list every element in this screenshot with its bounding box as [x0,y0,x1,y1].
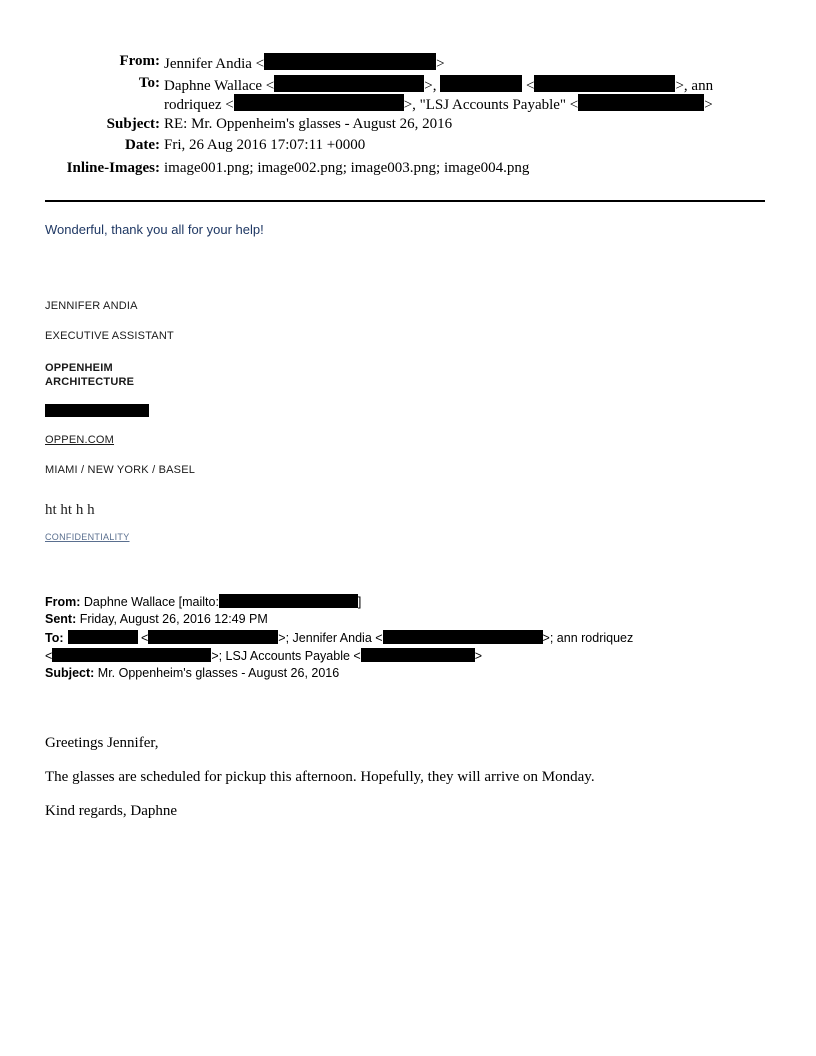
original-to-text: >; Jennifer Andia < [278,631,383,645]
to-recipient-text: rodriquez < [164,97,234,113]
original-subject-label: Subject: [45,666,95,680]
original-to-text: < [45,649,53,663]
body-closing: Kind regards, Daphne [45,803,178,819]
original-to-text: >; ann rodriquez [542,631,634,645]
signature-title: EXECUTIVE ASSISTANT [45,330,174,342]
original-from-label: From: [45,595,81,609]
original-to-text: >; LSJ Accounts Payable < [211,649,361,663]
inline-images-label: Inline-Images: [66,160,160,176]
original-subject-value: Mr. Oppenheim's glasses - August 26, 2016 [94,666,340,680]
redaction-block [578,94,704,111]
to-recipient-text: >, [424,78,441,94]
signature-offices: MIAMI / NEW YORK / BASEL [45,464,196,476]
body-greeting: Greetings Jennifer, [45,735,159,751]
subject-value: RE: Mr. Oppenheim's glasses - August 26, 2016 [164,116,453,132]
to-label: To: [138,75,160,91]
redaction-block [148,630,278,644]
inline-images-value: image001.png; image002.png; image003.png; image004.png [164,160,530,176]
from-name: Jennifer Andia < [164,56,265,72]
original-from-value: Daphne Wallace [mailto: [80,595,219,609]
original-subject-line [45,666,339,680]
redaction-block [45,404,149,417]
redaction-block [68,630,138,644]
to-value-line2 [164,94,713,114]
to-recipient-text: >, ann [675,78,714,94]
date-value: Fri, 26 Aug 2016 17:07:11 +0000 [164,137,366,153]
original-sent-value: Friday, August 26, 2016 12:49 PM [76,612,268,626]
original-to-line2 [45,648,482,663]
header-divider [45,200,765,202]
redaction-block [264,53,436,70]
to-recipient-text: >, "LSJ Accounts Payable" < [403,97,579,113]
redaction-block [383,630,543,644]
signature-name: JENNIFER ANDIA [45,300,138,312]
original-to-text: < [137,631,149,645]
signature-company-line2: ARCHITECTURE [45,376,135,388]
subject-label: Subject: [106,116,160,132]
original-to-label: To: [45,631,64,645]
confidentiality-link[interactable]: CONFIDENTIALITY [45,532,130,542]
broken-image-placeholders: ht ht h h [45,502,95,518]
redaction-block [234,94,404,111]
original-from-close: ] [357,595,362,609]
date-label: Date: [125,137,160,153]
to-recipient-text: > [704,97,713,113]
from-close: > [436,56,445,72]
redaction-block [361,648,475,662]
from-value [164,53,445,73]
to-value-line1 [164,75,713,95]
from-label: From: [119,53,160,69]
reply-message: Wonderful, thank you all for your help! [45,222,264,237]
original-sent-line [45,612,268,626]
redaction-block [52,648,211,662]
original-to-text: > [474,649,483,663]
signature-company-line1: OPPENHEIM [45,362,113,374]
original-from-line [45,594,361,609]
redaction-block [440,75,522,92]
website-link[interactable]: OPPEN.COM [45,434,115,446]
to-recipient-text: < [522,78,535,94]
to-recipient-text: Daphne Wallace < [164,78,275,94]
body-message: The glasses are scheduled for pickup this afternoon. Hopefully, they will arrive on Monday. [45,769,595,785]
original-sent-label: Sent: [45,612,77,626]
redaction-block [219,594,358,608]
redaction-block [534,75,675,92]
original-to-line1 [45,630,633,645]
redaction-block [274,75,424,92]
